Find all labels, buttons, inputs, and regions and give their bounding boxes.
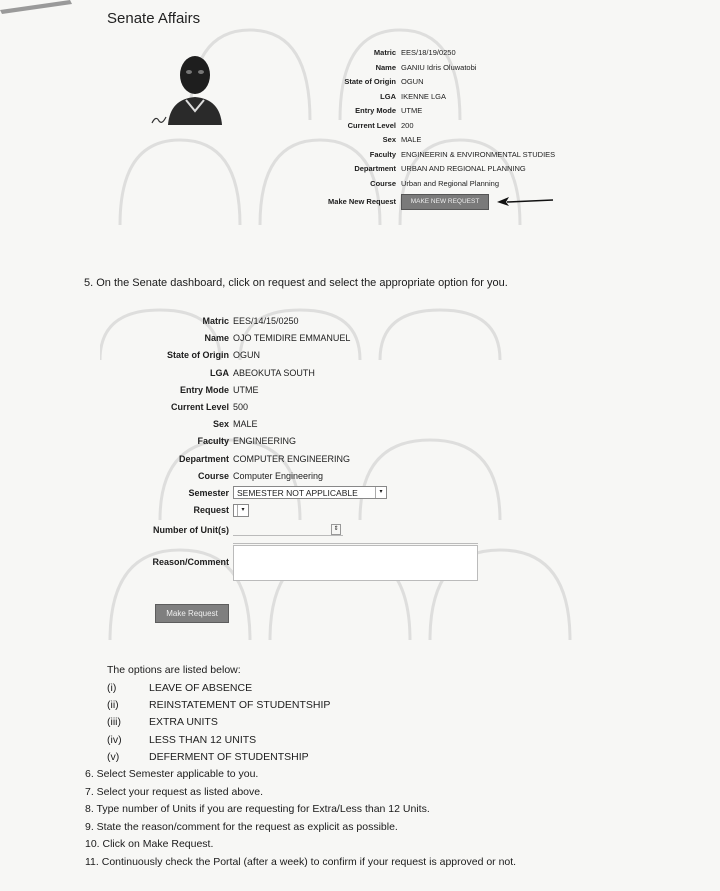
signature-mark	[150, 113, 170, 127]
step-7: 7. Select your request as listed above.	[85, 786, 264, 798]
chevron-down-icon: ▾	[375, 487, 386, 498]
profile2-value: ABEOKUTA SOUTH	[233, 367, 315, 378]
profile2-labels	[120, 316, 229, 522]
reason-label: Reason/Comment	[152, 557, 229, 567]
profile2-value: EES/14/15/0250	[233, 316, 299, 326]
step-5: 5. On the Senate dashboard, click on request and select the appropriate option for you.	[84, 277, 508, 289]
profile2-label: Department	[178, 453, 229, 464]
step-9: 9. State the reason/comment for the request as explicit as possible.	[85, 821, 398, 833]
profile1-label: Name	[375, 62, 396, 72]
option-text: EXTRA UNITS	[149, 716, 218, 728]
option-number: (ii)	[107, 699, 119, 711]
profile1-value: UTME	[401, 106, 423, 115]
profile2-label: State of Origin	[166, 350, 229, 361]
make-new-request-label: Make New Request	[328, 197, 396, 206]
semester-selected-value: SEMESTER NOT APPLICABLE	[237, 488, 358, 498]
option-text: LEAVE OF ABSENCE	[149, 682, 253, 694]
make-new-request-button[interactable]: MAKE NEW REQUEST	[401, 194, 489, 210]
profile1-value: IKENNE LGA	[401, 91, 447, 101]
profile1-label: Course	[370, 178, 396, 188]
profile1-label: Matric	[373, 48, 396, 57]
profile1-label: State of Origin	[344, 77, 396, 86]
profile2-value: 500	[233, 401, 249, 412]
option-text: DEFERMENT OF STUDENTSHIP	[149, 751, 309, 763]
step-11: 11. Continuously check the Portal (after a week) to confirm if your request is approved or not.	[85, 856, 517, 868]
profile2-label: Entry Mode	[179, 384, 229, 395]
request-label: Request	[193, 505, 229, 516]
chevron-down-icon: ▾	[237, 505, 248, 516]
profile2-value: MALE	[233, 419, 258, 430]
profile1-value: OGUN	[401, 77, 424, 86]
pointer-arrow-icon	[495, 196, 555, 208]
profile1-label: Department	[354, 164, 396, 173]
step-6: 6. Select Semester applicable to you.	[85, 768, 259, 780]
make-request-button[interactable]: Make Request	[155, 604, 229, 623]
profile2-value: OGUN	[233, 350, 260, 361]
profile2-label: Matric	[202, 316, 229, 326]
profile2-value: OJO TEMIDIRE EMMANUEL	[233, 333, 351, 344]
profile1-label: Faculty	[369, 149, 396, 159]
options-intro: The options are listed below:	[107, 664, 241, 676]
profile2-value: ENGINEERING	[233, 436, 297, 447]
profile1-value: Urban and Regional Planning	[401, 178, 499, 188]
profile1-labels	[280, 48, 396, 193]
reason-textarea[interactable]	[233, 545, 478, 581]
step-8: 8. Type number of Units if you are requesting for Extra/Less than 12 Units.	[85, 803, 430, 815]
profile1-value: 200	[401, 120, 414, 130]
profile1-value: EES/18/19/0250	[401, 48, 456, 57]
profile2-label: Name	[204, 333, 229, 344]
profile2-value: UTME	[233, 384, 259, 395]
units-input[interactable]	[233, 522, 343, 536]
profile1-value: URBAN AND REGIONAL PLANNING	[401, 164, 526, 173]
divider	[233, 543, 478, 544]
option-text: REINSTATEMENT OF STUDENTSHIP	[149, 699, 331, 711]
profile1-value: ENGINEERIN & ENVIRONMENTAL STUDIES	[401, 149, 556, 159]
option-number: (iii)	[107, 716, 121, 728]
profile1-label: Sex	[382, 135, 396, 144]
step-10: 10. Click on Make Request.	[85, 838, 214, 850]
profile2-values	[233, 316, 493, 488]
page-corner-mark	[0, 0, 120, 20]
profile2-label: Current Level	[170, 401, 229, 412]
profile1-label: LGA	[380, 91, 396, 101]
profile1-value: GANIU Idris Oluwatobi	[401, 62, 477, 72]
profile2-label: Course	[197, 470, 229, 481]
units-label: Number of Unit(s)	[153, 525, 229, 535]
profile2-value: COMPUTER ENGINEERING	[233, 453, 351, 464]
profile1-value: MALE	[401, 135, 422, 144]
option-text: LESS THAN 12 UNITS	[149, 734, 257, 746]
option-number: (iv)	[107, 734, 122, 746]
profile2-label: Sex	[212, 419, 229, 430]
option-number: (i)	[107, 682, 117, 694]
profile2-value: Computer Engineering	[233, 470, 324, 481]
semester-label: Semester	[188, 487, 229, 498]
profile1-label: Current Level	[347, 120, 396, 130]
request-select[interactable]	[233, 504, 249, 517]
profile1-values	[401, 48, 621, 193]
profile2-label: Faculty	[197, 436, 229, 447]
spinner-icon[interactable]: ⇕	[331, 524, 341, 535]
option-number: (v)	[107, 751, 120, 763]
student-photo	[160, 45, 230, 125]
semester-select[interactable]	[233, 486, 387, 499]
profile1-label: Entry Mode	[355, 106, 396, 115]
page-title: Senate Affairs	[107, 10, 201, 27]
profile2-label: LGA	[210, 367, 229, 378]
